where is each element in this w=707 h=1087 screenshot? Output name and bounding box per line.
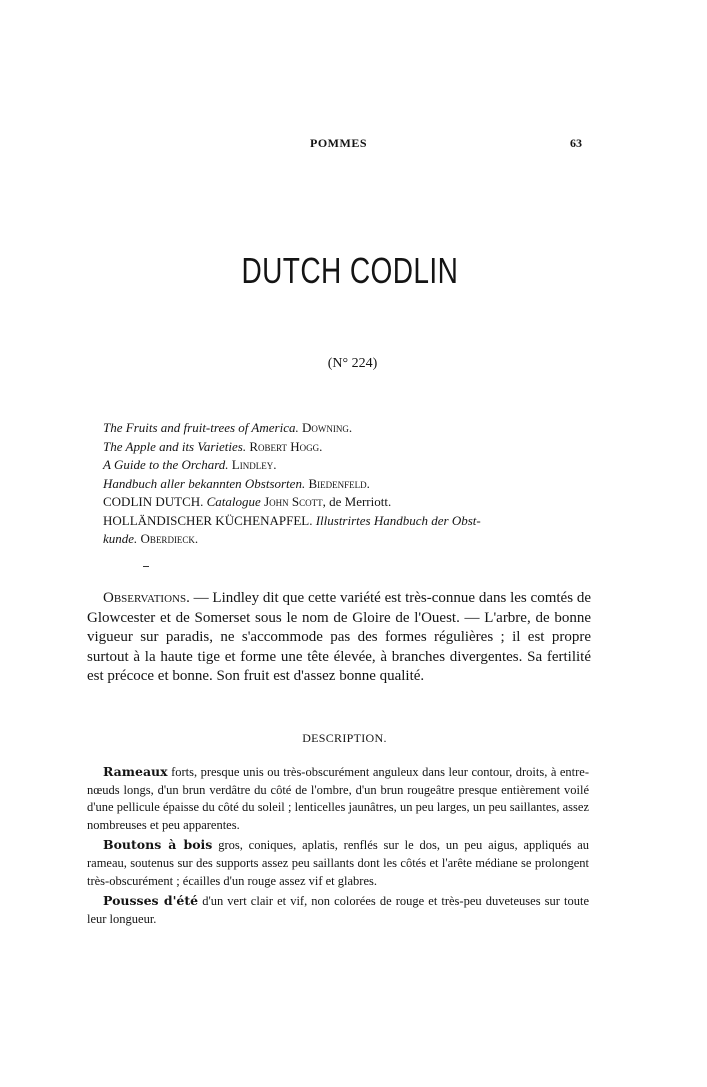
description-text: d'un vert clair et vif, non colorées de rouge et très-peu duveteuses sur toute leur longueur.	[87, 894, 589, 926]
observations-text: — Lindley dit que cette variété est très-connue dans les comtés de Glowcester et de Somerset sous le nom de Gloire de l'Ouest. — L'arbre, de bonne vigueur sur paradis, ne s'accommode pas des formes régulières ; il est propre surtout à la haute tige et forme une tête élevée, à branches divergentes. Sa fertilité est précoce et bonne. Son fruit est d'assez bonne qualité.	[87, 590, 591, 684]
reference-title: Catalogue	[206, 494, 261, 509]
reference-item	[103, 438, 591, 457]
description-text: gros, coniques, aplatis, renflés sur le dos, un peu aigus, appliqués au rameau, soutenus sur des supports assez peu saillants dont les côtés et l'arête médiane se prolongent très-obscurément ; écailles d'un rouge assez vif et glabres.	[87, 838, 589, 888]
variety-number: (N° 224)	[327, 356, 378, 371]
description-text: forts, presque unis ou très-obscurément anguleux dans leur contour, droits, à entre-nœuds longs, d'un brun verdâtre du côté de l'ombre, d'un brun rougeâtre presque entièrement voilé d'une pellicule épaisse du côté du soleil ; lenticelles jaunâtres, un peu larges, un peu saillantes, assez nombreuses et peu apparentes.	[87, 765, 589, 832]
reference-item	[103, 512, 591, 549]
reference-item	[103, 493, 591, 512]
reference-title: The Apple and its Varieties.	[103, 438, 247, 454]
reference-author: Lindley.	[228, 457, 277, 472]
reference-suffix: , de Merriott.	[322, 494, 392, 509]
reference-synonym: CODLIN DUTCH.	[103, 494, 207, 509]
separator-dash	[143, 566, 149, 567]
description-term: Rameaux	[103, 764, 168, 779]
reference-item	[103, 475, 591, 494]
observations-label: Observations.	[103, 590, 190, 606]
running-head	[0, 136, 707, 152]
running-title: POMMES	[310, 136, 367, 150]
reference-item	[103, 456, 591, 475]
reference-author: John Scott	[260, 494, 323, 509]
description-paragraph	[87, 892, 589, 928]
reference-title: Handbuch aller bekannten Obstsorten.	[103, 475, 306, 491]
description-term: Pousses d'été	[103, 893, 199, 909]
reference-item	[103, 419, 591, 438]
reference-synonym: HOLLÄNDISCHER KÜCHENAPFEL.	[103, 512, 316, 528]
reference-list	[103, 419, 591, 549]
reference-author: Biedenfeld.	[305, 475, 370, 491]
reference-title: A Guide to the Orchard.	[103, 457, 229, 472]
reference-author: Robert Hogg.	[246, 438, 323, 454]
reference-author: Oberdieck.	[137, 531, 199, 546]
variety-title: DUTCH CODLIN	[241, 250, 459, 291]
reference-title-continued: kunde.	[103, 531, 138, 546]
description-heading: DESCRIPTION.	[302, 731, 387, 745]
reference-author: Downing.	[298, 420, 353, 435]
page-number: 63	[570, 136, 582, 150]
reference-continuation	[103, 530, 591, 549]
description-paragraph	[87, 763, 589, 834]
observations-paragraph	[87, 589, 591, 687]
description-paragraph	[87, 836, 589, 890]
description-term: Boutons à bois	[103, 837, 213, 853]
reference-title: The Fruits and fruit-trees of America.	[103, 420, 299, 435]
reference-title: Illustrirtes Handbuch der Obst-	[315, 512, 481, 528]
description-body	[87, 763, 589, 930]
